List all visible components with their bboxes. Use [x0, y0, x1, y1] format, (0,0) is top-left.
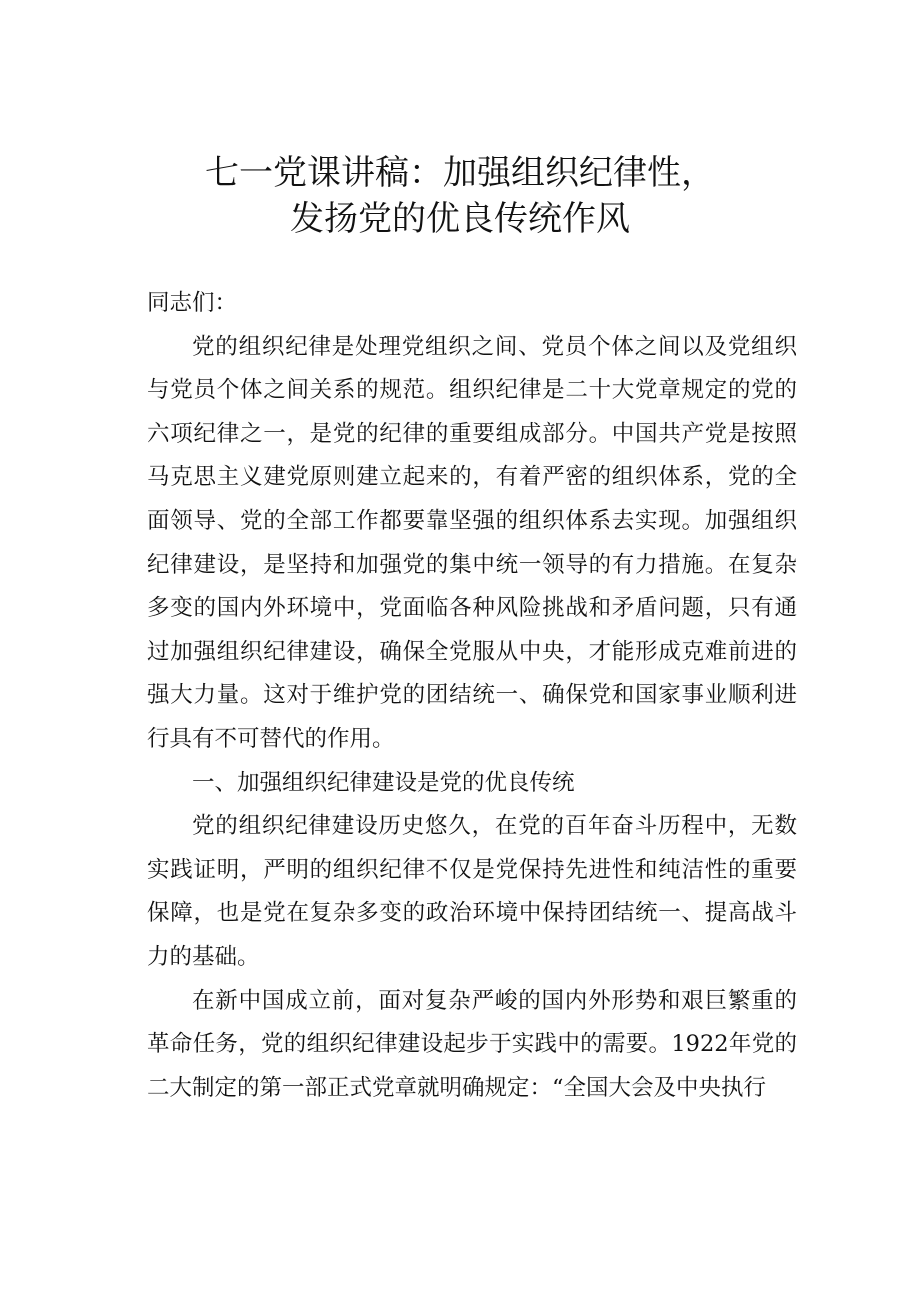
document-title — [0, 150, 920, 242]
document-body — [147, 282, 797, 1110]
title-line-1: 七一党课讲稿：加强组织纪律性， — [205, 153, 715, 193]
title-line-2: 发扬党的优良传统作风 — [290, 199, 630, 239]
paragraph-2: 党的组织纪律建设历史悠久，在党的百年奋斗历程中，无数实践证明，严明的组织纪律不仅是党保持先进性和纯洁性的重要保障，也是党在复杂多变的政治环境中保持团结统一、提高战斗力的基础。 — [147, 813, 797, 970]
paragraph-1: 党的组织纪律是处理党组织之间、党员个体之间以及党组织与党员个体之间关系的规范。组织纪律是二十大党章规定的党的六项纪律之一，是党的纪律的重要组成部分。中国共产党是按照马克思主义建党原则建立起来的，有着严密的组织体系，党的全面领导、党的全部工作都要靠坚强的组织体系去实现。加强组织纪律建设，是坚持和加强党的集中统一领导的有力措施。在复杂多变的国内外环境中，党面临各种风险挑战和矛盾问题，只有通过加强组织纪律建设，确保全党服从中央，才能形成克难前进的强大力量。这对于维护党的团结统一、确保党和国家事业顺利进行具有不可替代的作用。 — [147, 333, 797, 752]
section-heading-1: 一、加强组织纪律建设是党的优良传统 — [192, 769, 575, 796]
salutation: 同志们： — [147, 290, 238, 316]
paragraph-3: 在新中国成立前，面对复杂严峻的国内外形势和艰巨繁重的革命任务，党的组织纪律建设起步于实践中的需要。1922年党的二大制定的第一部正式党章就明确规定：“全国大会及中央执行 — [147, 987, 797, 1101]
